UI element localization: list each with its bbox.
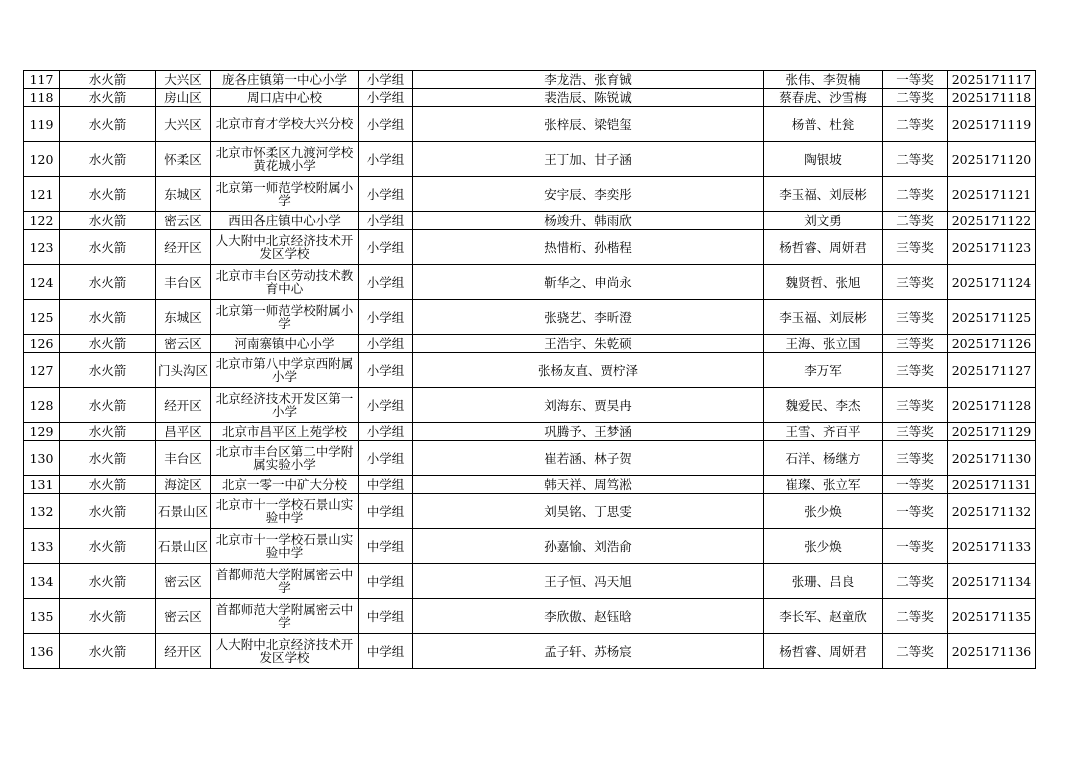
table-row [24,335,1036,353]
row-number: 122 [24,212,60,230]
table-row [24,265,1036,300]
certificate-number: 2025171129 [948,423,1036,441]
row-number: 126 [24,335,60,353]
group-name: 中学组 [359,564,413,599]
certificate-number: 2025171123 [948,230,1036,265]
award-level: 三等奖 [883,265,948,300]
table-row [24,142,1036,177]
group-name: 小学组 [359,335,413,353]
teacher-names: 刘文勇 [764,212,883,230]
student-names: 安宇辰、李奕彤 [413,177,764,212]
group-name: 中学组 [359,476,413,494]
school-name: 北京经济技术开发区第一小学 [211,388,359,423]
award-table-body [24,71,1036,669]
certificate-number: 2025171119 [948,107,1036,142]
row-number: 128 [24,388,60,423]
student-names: 张骁艺、李昕澄 [413,300,764,335]
group-name: 小学组 [359,423,413,441]
teacher-names: 魏贤哲、张旭 [764,265,883,300]
district: 怀柔区 [156,142,211,177]
table-row [24,388,1036,423]
project-name: 水火箭 [60,476,156,494]
school-name: 人大附中北京经济技术开发区学校 [211,634,359,669]
student-names: 刘昊铭、丁思雯 [413,494,764,529]
row-number: 131 [24,476,60,494]
award-level: 三等奖 [883,423,948,441]
project-name: 水火箭 [60,177,156,212]
teacher-names: 崔璨、张立军 [764,476,883,494]
award-level: 二等奖 [883,599,948,634]
group-name: 小学组 [359,142,413,177]
project-name: 水火箭 [60,423,156,441]
award-level: 二等奖 [883,177,948,212]
teacher-names: 杨哲睿、周妍君 [764,634,883,669]
district: 大兴区 [156,71,211,89]
certificate-number: 2025171136 [948,634,1036,669]
table-row [24,107,1036,142]
teacher-names: 李万军 [764,353,883,388]
row-number: 119 [24,107,60,142]
group-name: 小学组 [359,230,413,265]
district: 东城区 [156,177,211,212]
award-level: 二等奖 [883,564,948,599]
award-level: 三等奖 [883,335,948,353]
student-names: 韩天祥、周笃淞 [413,476,764,494]
group-name: 小学组 [359,107,413,142]
certificate-number: 2025171118 [948,89,1036,107]
district: 海淀区 [156,476,211,494]
school-name: 河南寨镇中心小学 [211,335,359,353]
teacher-names: 杨哲睿、周妍君 [764,230,883,265]
group-name: 小学组 [359,71,413,89]
award-level: 二等奖 [883,142,948,177]
project-name: 水火箭 [60,599,156,634]
row-number: 134 [24,564,60,599]
student-names: 孟子轩、苏杨宸 [413,634,764,669]
district: 大兴区 [156,107,211,142]
table-row [24,494,1036,529]
school-name: 首都师范大学附属密云中学 [211,564,359,599]
project-name: 水火箭 [60,388,156,423]
teacher-names: 张少焕 [764,529,883,564]
teacher-names: 杨普、杜瓮 [764,107,883,142]
teacher-names: 陶银坡 [764,142,883,177]
district: 密云区 [156,564,211,599]
district: 门头沟区 [156,353,211,388]
table-row [24,212,1036,230]
project-name: 水火箭 [60,529,156,564]
award-level: 三等奖 [883,353,948,388]
group-name: 小学组 [359,265,413,300]
teacher-names: 王海、张立国 [764,335,883,353]
student-names: 张梓辰、梁铠玺 [413,107,764,142]
award-level: 一等奖 [883,494,948,529]
group-name: 小学组 [359,388,413,423]
student-names: 王丁加、甘子涵 [413,142,764,177]
district: 经开区 [156,388,211,423]
row-number: 124 [24,265,60,300]
teacher-names: 张伟、李贺楠 [764,71,883,89]
table-row [24,634,1036,669]
certificate-number: 2025171131 [948,476,1036,494]
district: 东城区 [156,300,211,335]
table-row [24,441,1036,476]
district: 石景山区 [156,494,211,529]
school-name: 人大附中北京经济技术开发区学校 [211,230,359,265]
student-names: 裴浩辰、陈锐诚 [413,89,764,107]
district: 丰台区 [156,265,211,300]
row-number: 117 [24,71,60,89]
student-names: 热惜桁、孙楷程 [413,230,764,265]
project-name: 水火箭 [60,89,156,107]
award-level: 三等奖 [883,441,948,476]
school-name: 北京一零一中矿大分校 [211,476,359,494]
certificate-number: 2025171125 [948,300,1036,335]
table-row [24,177,1036,212]
project-name: 水火箭 [60,212,156,230]
row-number: 118 [24,89,60,107]
group-name: 小学组 [359,177,413,212]
certificate-number: 2025171128 [948,388,1036,423]
school-name: 北京第一师范学校附属小学 [211,177,359,212]
row-number: 135 [24,599,60,634]
group-name: 小学组 [359,353,413,388]
district: 密云区 [156,212,211,230]
teacher-names: 张珊、吕良 [764,564,883,599]
student-names: 靳华之、申尚永 [413,265,764,300]
certificate-number: 2025171124 [948,265,1036,300]
teacher-names: 魏爱民、李杰 [764,388,883,423]
project-name: 水火箭 [60,564,156,599]
row-number: 132 [24,494,60,529]
district: 经开区 [156,634,211,669]
student-names: 孙嘉愉、刘浩俞 [413,529,764,564]
student-names: 李欣傲、赵钰晗 [413,599,764,634]
project-name: 水火箭 [60,230,156,265]
group-name: 小学组 [359,300,413,335]
project-name: 水火箭 [60,494,156,529]
teacher-names: 蔡春虎、沙雪梅 [764,89,883,107]
certificate-number: 2025171121 [948,177,1036,212]
certificate-number: 2025171127 [948,353,1036,388]
school-name: 北京市育才学校大兴分校 [211,107,359,142]
project-name: 水火箭 [60,107,156,142]
table-row [24,529,1036,564]
school-name: 西田各庄镇中心小学 [211,212,359,230]
row-number: 120 [24,142,60,177]
student-names: 张杨友直、贾柠泽 [413,353,764,388]
table-row [24,476,1036,494]
table-row [24,89,1036,107]
award-level: 一等奖 [883,476,948,494]
row-number: 127 [24,353,60,388]
student-names: 刘海东、贾昊冉 [413,388,764,423]
award-level: 三等奖 [883,300,948,335]
table-row [24,71,1036,89]
group-name: 小学组 [359,89,413,107]
school-name: 北京第一师范学校附属小学 [211,300,359,335]
row-number: 121 [24,177,60,212]
certificate-number: 2025171130 [948,441,1036,476]
group-name: 小学组 [359,441,413,476]
award-level: 二等奖 [883,89,948,107]
project-name: 水火箭 [60,335,156,353]
row-number: 129 [24,423,60,441]
certificate-number: 2025171133 [948,529,1036,564]
table-row [24,353,1036,388]
teacher-names: 张少焕 [764,494,883,529]
project-name: 水火箭 [60,353,156,388]
student-names: 崔若涵、林子贺 [413,441,764,476]
school-name: 庞各庄镇第一中心小学 [211,71,359,89]
teacher-names: 李长军、赵童欣 [764,599,883,634]
award-level: 一等奖 [883,529,948,564]
table-row [24,564,1036,599]
row-number: 123 [24,230,60,265]
district: 昌平区 [156,423,211,441]
school-name: 首都师范大学附属密云中学 [211,599,359,634]
award-level: 三等奖 [883,388,948,423]
table-row [24,300,1036,335]
school-name: 北京市丰台区劳动技术教育中心 [211,265,359,300]
group-name: 中学组 [359,634,413,669]
group-name: 小学组 [359,212,413,230]
school-name: 北京市十一学校石景山实验中学 [211,529,359,564]
teacher-names: 石洋、杨继方 [764,441,883,476]
school-name: 北京市昌平区上苑学校 [211,423,359,441]
group-name: 中学组 [359,529,413,564]
award-level: 一等奖 [883,71,948,89]
project-name: 水火箭 [60,634,156,669]
student-names: 李龙浩、张育铖 [413,71,764,89]
certificate-number: 2025171126 [948,335,1036,353]
school-name: 北京市十一学校石景山实验中学 [211,494,359,529]
row-number: 130 [24,441,60,476]
group-name: 中学组 [359,599,413,634]
award-table [23,70,1036,669]
award-level: 二等奖 [883,212,948,230]
project-name: 水火箭 [60,142,156,177]
student-names: 王浩宇、朱乾硕 [413,335,764,353]
teacher-names: 李玉福、刘辰彬 [764,177,883,212]
district: 经开区 [156,230,211,265]
table-row [24,230,1036,265]
student-names: 巩腾予、王梦涵 [413,423,764,441]
row-number: 136 [24,634,60,669]
project-name: 水火箭 [60,441,156,476]
row-number: 133 [24,529,60,564]
project-name: 水火箭 [60,265,156,300]
project-name: 水火箭 [60,300,156,335]
certificate-number: 2025171122 [948,212,1036,230]
certificate-number: 2025171117 [948,71,1036,89]
district: 密云区 [156,335,211,353]
teacher-names: 李玉福、刘辰彬 [764,300,883,335]
district: 密云区 [156,599,211,634]
project-name: 水火箭 [60,71,156,89]
award-level: 二等奖 [883,634,948,669]
school-name: 北京市第八中学京西附属小学 [211,353,359,388]
table-row [24,423,1036,441]
certificate-number: 2025171120 [948,142,1036,177]
award-level: 二等奖 [883,107,948,142]
student-names: 王子恒、冯天旭 [413,564,764,599]
teacher-names: 王雪、齐百平 [764,423,883,441]
district: 石景山区 [156,529,211,564]
certificate-number: 2025171135 [948,599,1036,634]
certificate-number: 2025171132 [948,494,1036,529]
school-name: 北京市丰台区第二中学附属实验小学 [211,441,359,476]
table-row [24,599,1036,634]
district: 丰台区 [156,441,211,476]
school-name: 周口店中心校 [211,89,359,107]
row-number: 125 [24,300,60,335]
school-name: 北京市怀柔区九渡河学校黄花城小学 [211,142,359,177]
award-level: 三等奖 [883,230,948,265]
student-names: 杨竣升、韩雨欣 [413,212,764,230]
group-name: 中学组 [359,494,413,529]
district: 房山区 [156,89,211,107]
certificate-number: 2025171134 [948,564,1036,599]
